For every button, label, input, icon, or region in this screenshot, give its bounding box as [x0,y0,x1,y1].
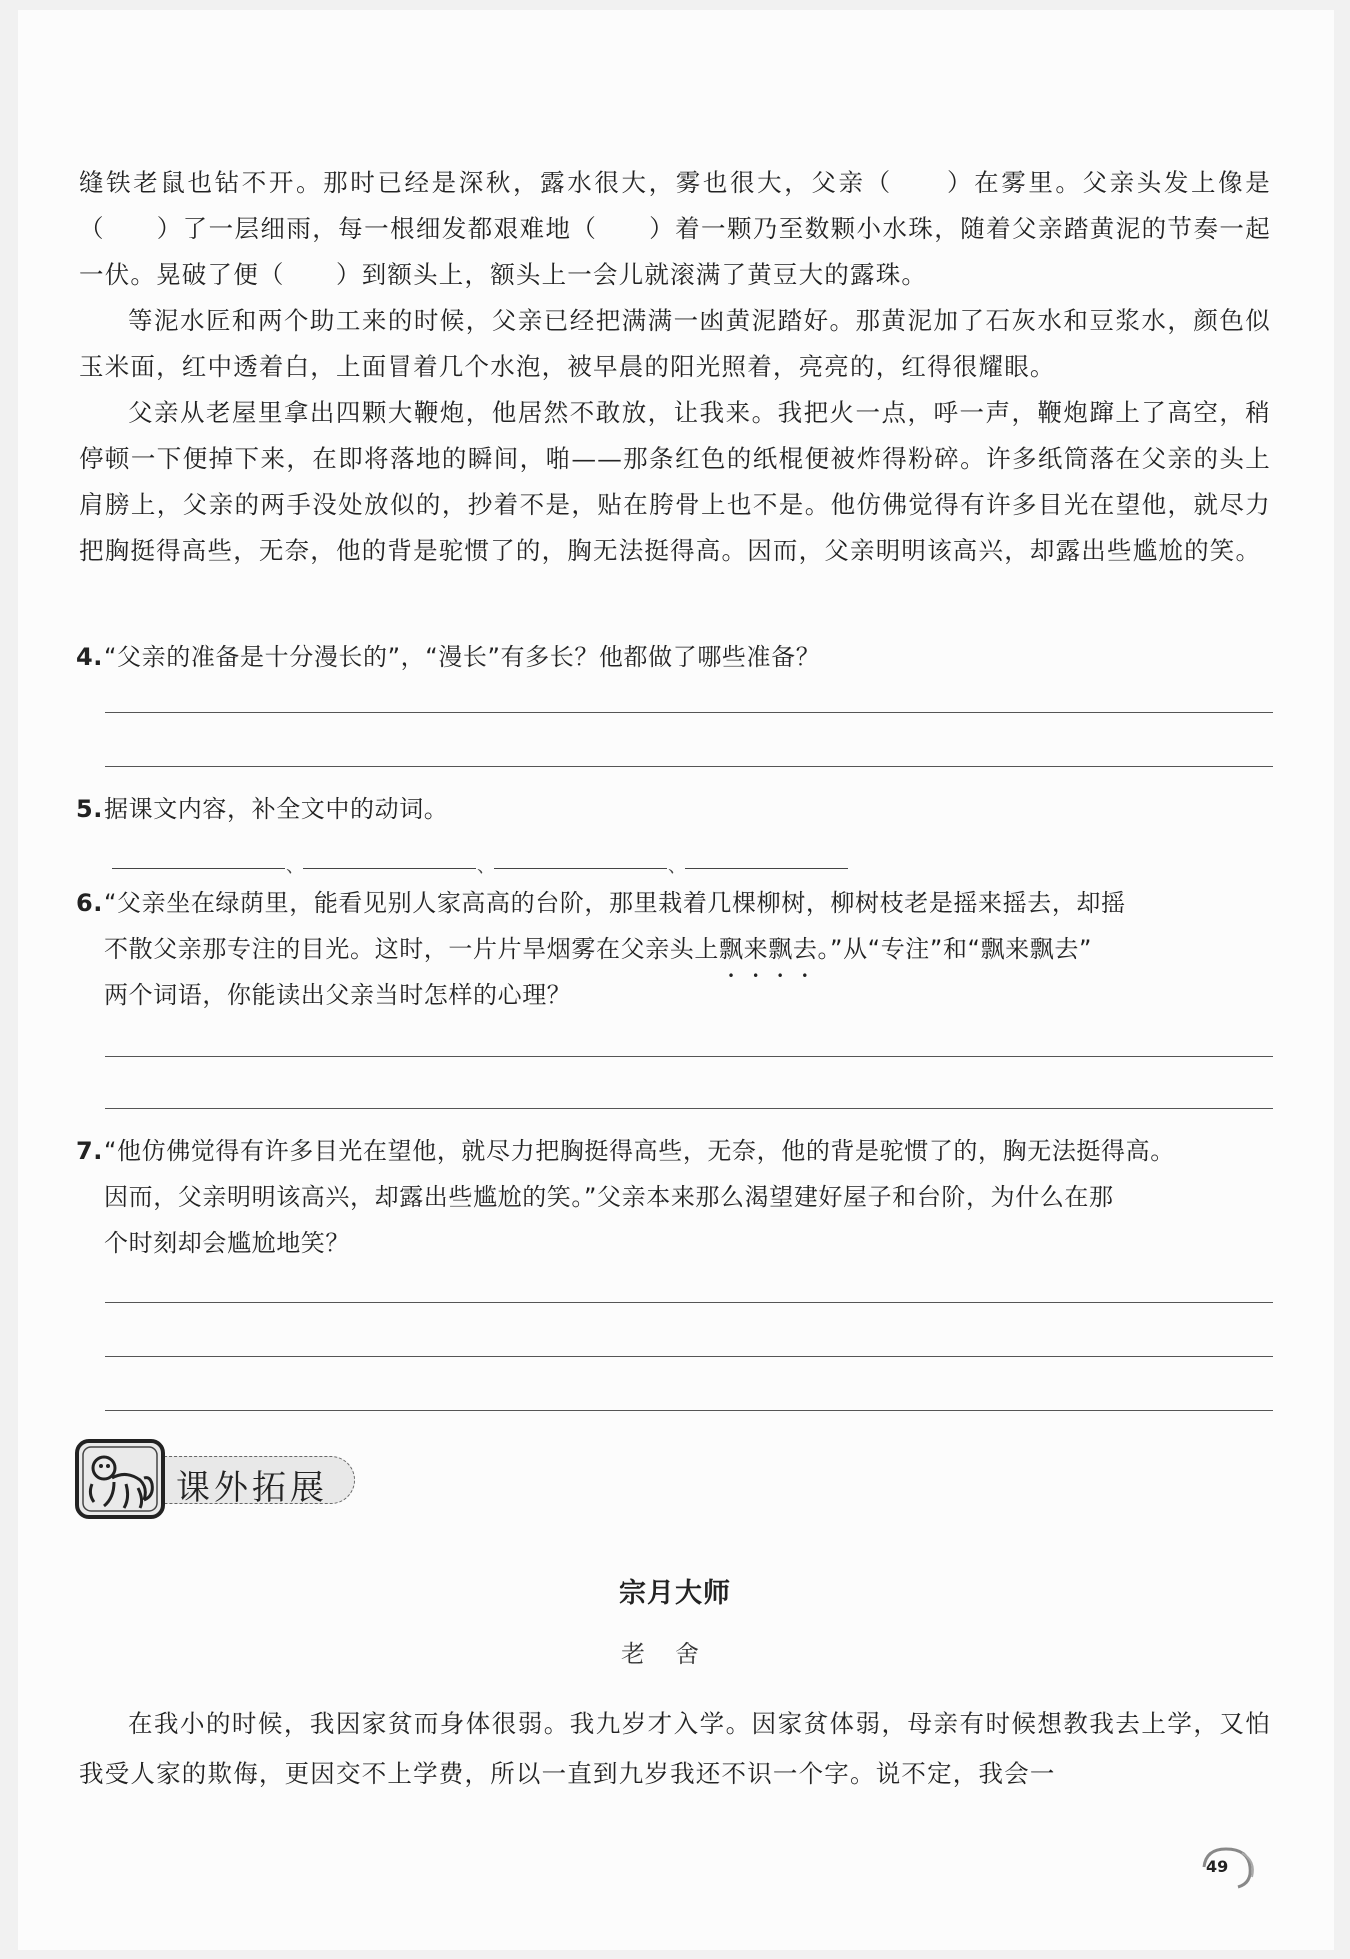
answer-line[interactable] [105,712,1273,713]
question-number: 4. [76,643,104,671]
question-number: 6. [76,889,104,917]
answer-line[interactable] [105,766,1273,767]
section-banner-label: 课外拓展 [176,1468,328,1508]
reading-passage [79,160,1271,574]
question-text-line-2: 因而，父亲明明该高兴，却露出些尴尬的笑。”父亲本来那么渴望建好屋子和台阶，为什么在那 [104,1183,1114,1211]
verb-blank-1[interactable] [112,868,285,869]
question-number: 5. [76,795,104,823]
question-7 [76,1128,1276,1266]
question-4 [76,634,1276,680]
question-text-line-1: “父亲坐在绿荫里，能看见别人家高高的台阶，那里栽着几棵柳树，柳树枝老是摇来摇去，却摇 [104,889,1126,917]
answer-line[interactable] [105,1056,1273,1057]
question-text-line-3: 两个词语，你能读出父亲当时怎样的心理？ [104,981,572,1009]
section-banner [74,1438,364,1522]
question-text-segment: 不散父亲那专注的目光。这时，一片片旱烟雾在父亲头上 [104,935,719,963]
answer-line[interactable] [105,1108,1273,1109]
verb-blank-2[interactable] [303,868,476,869]
question-text-line-2 [76,926,1276,972]
blank-separator: 、 [668,856,686,877]
article-title: 宗月大师 [619,1578,731,1609]
question-6 [76,880,1276,1018]
passage-paragraph-2: 等泥水匠和两个助工来的时候，父亲已经把满满一凼黄泥踏好。那黄泥加了石灰水和豆浆水，颜色似玉米面，红中透着白，上面冒着几个水泡，被早晨的阳光照着，亮亮的，红得很耀眼。 [79,306,1271,381]
passage-paragraph-3: 父亲从老屋里拿出四颗大鞭炮，他居然不敢放，让我来。我把火一点，呼一声，鞭炮蹿上了高空，稍停顿一下便掉下来，在即将落地的瞬间，啪——那条红色的纸棍便被炸得粉碎。许多纸筒落在父亲的头上肩膀上，父亲的两手没处放似的，抄着不是，贴在胯骨上也不是。他仿佛觉得有许多目光在望他，就尽力把胸挺得高些，无奈，他的背是驼惯了的，胸无法挺得高。因而，父亲明明该高兴，却露出些尴尬的笑。 [79,398,1271,565]
verb-blank-3[interactable] [494,868,667,869]
article-paragraph-1: 在我小的时候，我因家贫而身体很弱。我九岁才入学。因家贫体弱，母亲有时候想教我去上学，又怕我受人家的欺侮，更因交不上学费，所以一直到九岁我还不识一个字。说不定，我会一 [79,1709,1271,1788]
emphasis-char: 去 [792,935,818,963]
emphasis-char: 来 [743,935,769,963]
blank-separator: 、 [477,856,495,877]
question-text: 据课文内容，补全文中的动词。 [104,795,449,823]
page-number-badge [1198,1845,1258,1889]
emphasis-char: 飘 [768,935,793,963]
blank-separator: 、 [286,856,304,877]
question-text-line-3: 个时刻却会尴尬地笑？ [104,1229,350,1257]
article-body [79,1699,1271,1799]
question-text-segment: 。”从“专注”和“飘来飘去” [817,935,1093,963]
verb-blank-4[interactable] [685,868,848,869]
answer-line[interactable] [105,1302,1273,1303]
page-number: 49 [1206,1857,1229,1876]
passage-paragraph-1: 缝铁老鼠也钻不开。那时已经是深秋，露水很大，雾也很大，父亲（ ）在雾里。父亲头发上像是（ ）了一层细雨，每一根细发都艰难地（ ）着一颗乃至数颗小水珠，随着父亲踏黄泥的节奏一起一伏。晃破了便（ ）到额头上，额头上一会儿就滚满了黄豆大的露珠。 [79,168,1271,289]
answer-line[interactable] [105,1356,1273,1357]
question-text: “父亲的准备是十分漫长的”，“漫长”有多长？他都做了哪些准备？ [104,643,821,671]
monkey-emblem-icon [74,1438,166,1520]
emphasis-char: 飘 [719,935,744,963]
answer-line[interactable] [105,1410,1273,1411]
question-5 [76,786,1276,832]
article-author: 老舍 [621,1640,729,1668]
question-text-line-1: “他仿佛觉得有许多目光在望他，就尽力把胸挺得高些，无奈，他的背是驼惯了的，胸无法挺得高。 [104,1137,1175,1165]
question-number: 7. [76,1137,104,1165]
